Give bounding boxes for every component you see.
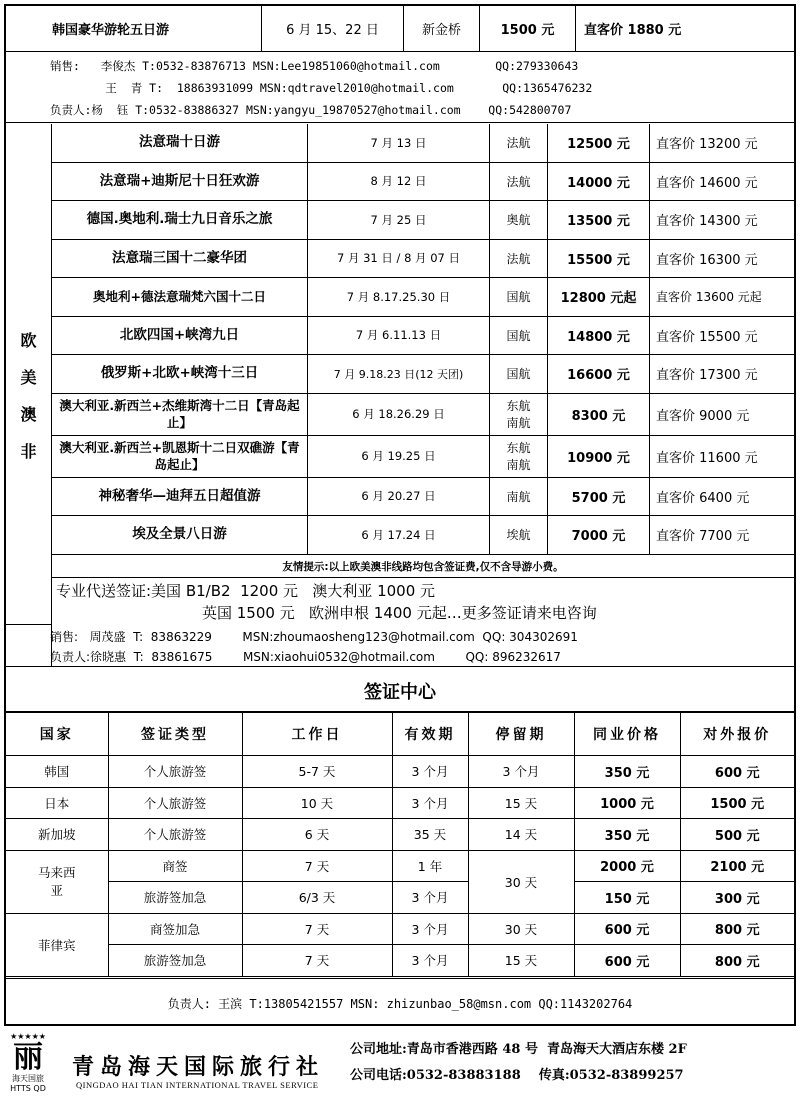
visa-row	[6, 756, 794, 788]
tour-airline: 东航 南航	[490, 436, 548, 477]
tour-price: 12500 元	[548, 124, 650, 162]
visa-service-line: 专业代送签证:美国 B1/B2 1200 元 澳大利亚 1000 元	[56, 582, 436, 600]
visa-row	[6, 850, 794, 882]
tour-direct-price: 直客价 14300 元	[656, 214, 758, 230]
stars-icon: ★★★★★	[10, 1032, 46, 1041]
tour-row	[52, 478, 794, 517]
tour-price: 13500 元	[548, 201, 650, 239]
tour-name: 埃及全景八日游	[52, 516, 308, 554]
visa-stay: 14 天	[468, 819, 574, 851]
company-name-en: QINGDAO HAI TIAN INTERNATIONAL TRAVEL SERVICE	[76, 1080, 319, 1090]
tour-row	[52, 124, 794, 163]
cruise-dates: 6 月 15、22 日	[262, 6, 404, 51]
visa-country: 菲律宾	[6, 913, 108, 976]
visa-trade-price: 600 元	[574, 913, 680, 945]
visa-days: 7 天	[242, 945, 392, 977]
tour-name: 法意瑞三国十二豪华团	[52, 240, 308, 278]
tour-date: 6 月 17.24 日	[308, 516, 490, 554]
tour-row	[52, 516, 794, 555]
region-label	[6, 124, 52, 666]
visa-stay: 3 个月	[468, 756, 574, 788]
visa-country: 韩国	[6, 756, 108, 788]
contact-line: 销售: 李俊杰 T:0532-83876713 MSN:Lee19851060@hotmail.com QQ:279330643	[50, 59, 579, 73]
company-phone: 公司电话:0532-83883188 传真:0532-83899257	[350, 1068, 684, 1083]
tour-date: 6 月 20.27 日	[308, 478, 490, 516]
visa-trade-price: 600 元	[574, 945, 680, 977]
tour-airline: 奥航	[490, 201, 548, 239]
tour-direct-price: 直客价 11600 元	[656, 450, 758, 466]
tour-row	[52, 163, 794, 202]
visa-stay: 30 天	[468, 850, 574, 913]
visa-type: 个人旅游签	[108, 819, 242, 851]
visa-type: 旅游签加急	[108, 882, 242, 914]
logo-glyph: 丽	[13, 1040, 43, 1075]
tour-direct-price: 直客价 15500 元	[656, 329, 758, 345]
contact-line: 负责人:杨 钰 T:0532-83886327 MSN:yangyu_19870527@hotmail.com QQ:542800707	[50, 103, 572, 117]
visa-row	[6, 787, 794, 819]
tour-airline: 国航	[490, 317, 548, 355]
tour-airline: 国航	[490, 355, 548, 393]
cruise-direct-price: 直客价 1880 元	[584, 23, 682, 38]
tour-direct-price: 直客价 13200 元	[656, 137, 758, 153]
tour-name: 北欧四国+峡湾九日	[52, 317, 308, 355]
visa-retail-price: 800 元	[680, 913, 794, 945]
header-cell: 签证类型	[108, 713, 242, 756]
visa-days: 6 天	[242, 819, 392, 851]
tour-price: 14000 元	[548, 163, 650, 201]
tour-direct-price: 直客价 16300 元	[656, 252, 758, 268]
divider	[6, 666, 794, 667]
visa-valid: 35 天	[392, 819, 468, 851]
cruise-ship: 新金桥	[404, 6, 480, 51]
tours-table	[52, 124, 794, 555]
tour-price: 7000 元	[548, 516, 650, 554]
tour-date: 6 月 18.26.29 日	[308, 394, 490, 435]
visa-days: 6/3 天	[242, 882, 392, 914]
price-sheet	[4, 4, 796, 1026]
company-logo	[8, 1032, 48, 1096]
tour-name: 德国.奥地利.瑞士九日音乐之旅	[52, 201, 308, 239]
visa-contact: 负责人: 王滨 T:13805421557 MSN: zhizunbao_58@msn.com QQ:1143202764	[6, 978, 794, 1028]
tour-name: 法意瑞十日游	[52, 124, 308, 162]
tour-airline: 南航	[490, 478, 548, 516]
visa-service-line: 英国 1500 元 欧洲申根 1400 元起…更多签证请来电咨询	[202, 604, 597, 622]
visa-header-row	[6, 713, 794, 756]
tour-row	[52, 201, 794, 240]
visa-country: 新加坡	[6, 819, 108, 851]
visa-valid: 1 年	[392, 850, 468, 882]
visa-retail-price: 2100 元	[680, 850, 794, 882]
tour-date: 7 月 8.17.25.30 日	[308, 278, 490, 316]
visa-stay: 15 天	[468, 945, 574, 977]
visa-days: 7 天	[242, 850, 392, 882]
cruise-row	[6, 6, 794, 52]
tour-price: 16600 元	[548, 355, 650, 393]
visa-valid: 3 个月	[392, 913, 468, 945]
contact-line: 负责人:徐晓惠 T: 83861675 MSN:xiaohui0532@hotmail.com QQ: 896232617	[50, 650, 561, 664]
visa-valid: 3 个月	[392, 756, 468, 788]
visa-row	[6, 945, 794, 977]
tour-airline: 国航	[490, 278, 548, 316]
visa-country: 日本	[6, 787, 108, 819]
company-address: 公司地址:青岛市香港西路 48 号 青岛海天大酒店东楼 2F	[350, 1042, 687, 1057]
visa-type: 个人旅游签	[108, 787, 242, 819]
visa-row	[6, 819, 794, 851]
tour-date: 7 月 9.18.23 日(12 天团)	[308, 355, 490, 393]
tour-name: 法意瑞+迪斯尼十日狂欢游	[52, 163, 308, 201]
tour-date: 7 月 6.11.13 日	[308, 317, 490, 355]
tour-direct-price: 直客价 13600 元起	[656, 290, 762, 305]
tour-date: 6 月 19.25 日	[308, 436, 490, 477]
tour-row	[52, 394, 794, 436]
tour-date: 8 月 12 日	[308, 163, 490, 201]
tour-airline: 东航 南航	[490, 394, 548, 435]
divider	[6, 624, 52, 625]
visa-table	[6, 712, 794, 977]
visa-type: 个人旅游签	[108, 756, 242, 788]
region-char: 澳	[20, 405, 37, 424]
tour-airline: 法航	[490, 163, 548, 201]
contact-line: 王 青 T: 18863931099 MSN:qdtravel2010@hotmail.com QQ:1365476232	[50, 81, 593, 95]
company-footer	[0, 1028, 800, 1100]
visa-days: 7 天	[242, 913, 392, 945]
header-cell: 工作日	[242, 713, 392, 756]
tour-airline: 埃航	[490, 516, 548, 554]
tour-row	[52, 317, 794, 356]
tour-direct-price: 直客价 14600 元	[656, 175, 758, 191]
visa-valid: 3 个月	[392, 882, 468, 914]
header-cell: 国家	[6, 713, 108, 756]
visa-valid: 3 个月	[392, 787, 468, 819]
tour-price: 15500 元	[548, 240, 650, 278]
logo-small-text: HTTS QD	[10, 1084, 46, 1093]
visa-retail-price: 300 元	[680, 882, 794, 914]
visa-type: 旅游签加急	[108, 945, 242, 977]
visa-retail-price: 500 元	[680, 819, 794, 851]
header-cell: 停留期	[468, 713, 574, 756]
tour-direct-price: 直客价 9000 元	[656, 408, 750, 424]
contact-line: 销售: 周茂盛 T: 83863229 MSN:zhoumaosheng123@hotmail.com QQ: 304302691	[50, 630, 578, 644]
visa-days: 5-7 天	[242, 756, 392, 788]
visa-trade-price: 1000 元	[574, 787, 680, 819]
tour-direct-price: 直客价 6400 元	[656, 490, 750, 506]
visa-valid: 3 个月	[392, 945, 468, 977]
tour-name: 澳大利亚.新西兰+凯恩斯十二日双礁游【青岛起止】	[52, 436, 308, 477]
tour-name: 俄罗斯+北欧+峡湾十三日	[52, 355, 308, 393]
divider	[6, 122, 794, 123]
visa-row	[6, 882, 794, 914]
tour-price: 5700 元	[548, 478, 650, 516]
tour-price: 8300 元	[548, 394, 650, 435]
tour-price: 10900 元	[548, 436, 650, 477]
region-char: 非	[20, 442, 37, 461]
header-cell: 同业价格	[574, 713, 680, 756]
visa-country: 马来西亚	[6, 850, 108, 913]
tour-row	[52, 355, 794, 394]
visa-stay: 15 天	[468, 787, 574, 819]
visa-type: 商签加急	[108, 913, 242, 945]
visa-retail-price: 800 元	[680, 945, 794, 977]
visa-type: 商签	[108, 850, 242, 882]
cruise-price: 1500 元	[480, 6, 576, 51]
tour-row	[52, 278, 794, 317]
notice-text: 友情提示:以上欧美澳非线路均包含签证费,仅不含导游小费。	[52, 556, 794, 578]
tour-direct-price: 直客价 7700 元	[656, 529, 750, 545]
tour-airline: 法航	[490, 124, 548, 162]
tour-price: 12800 元起	[548, 278, 650, 316]
region-char: 美	[20, 368, 37, 387]
visa-trade-price: 350 元	[574, 756, 680, 788]
visa-row	[6, 913, 794, 945]
tour-name: 澳大利亚.新西兰+杰维斯湾十二日【青岛起止】	[52, 394, 308, 435]
tour-name: 神秘奢华—迪拜五日超值游	[52, 478, 308, 516]
header-cell: 对外报价	[680, 713, 794, 756]
visa-retail-price: 1500 元	[680, 787, 794, 819]
logo-small-text: 海天国旅	[12, 1074, 44, 1083]
visa-stay: 30 天	[468, 913, 574, 945]
tour-airline: 法航	[490, 240, 548, 278]
region-char: 欧	[20, 331, 37, 350]
tour-direct-price: 直客价 17300 元	[656, 368, 758, 384]
visa-retail-price: 600 元	[680, 756, 794, 788]
tour-price: 14800 元	[548, 317, 650, 355]
tour-date: 7 月 13 日	[308, 124, 490, 162]
header-cell: 有效期	[392, 713, 468, 756]
visa-trade-price: 2000 元	[574, 850, 680, 882]
tour-row	[52, 240, 794, 279]
visa-trade-price: 350 元	[574, 819, 680, 851]
visa-center-title: 签证中心	[6, 670, 794, 712]
tour-name: 奥地利+德法意瑞梵六国十二日	[52, 278, 308, 316]
visa-trade-price: 150 元	[574, 882, 680, 914]
cruise-name: 韩国豪华游轮五日游	[6, 6, 262, 51]
visa-days: 10 天	[242, 787, 392, 819]
tour-date: 7 月 31 日 / 8 月 07 日	[308, 240, 490, 278]
tour-date: 7 月 25 日	[308, 201, 490, 239]
tour-row	[52, 436, 794, 478]
company-name-cn: 青岛海天国际旅行社	[72, 1054, 325, 1080]
